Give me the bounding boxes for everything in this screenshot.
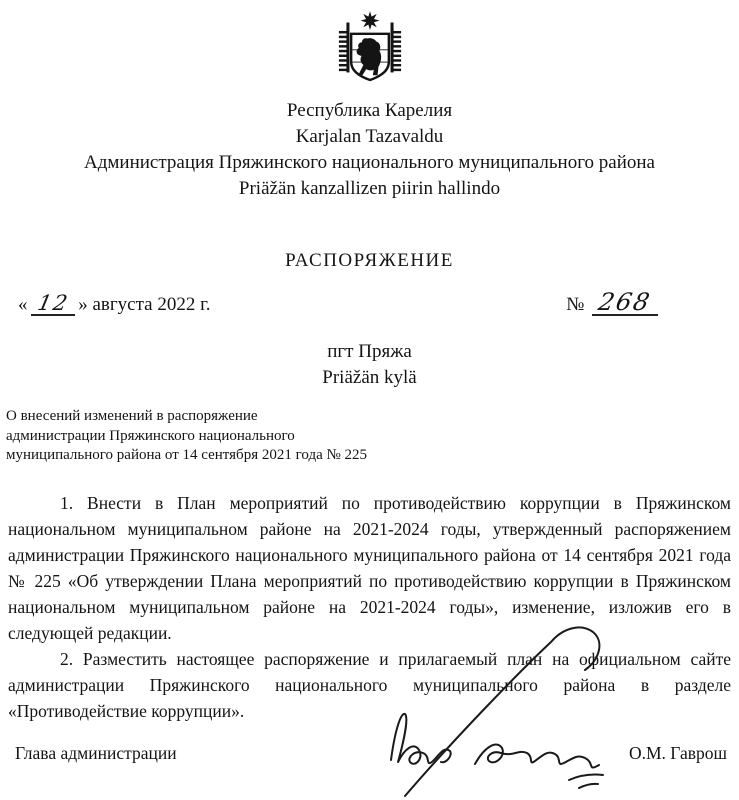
body-text: [0, 490, 739, 724]
place-krl: Priäžän kylä: [322, 367, 417, 388]
date-field: [18, 291, 210, 319]
date-rest: » августа 2022 г.: [78, 294, 211, 315]
subject-line-3: муниципального района от 14 сентября 2021 года № 225: [6, 447, 368, 463]
signature-row: [0, 740, 739, 766]
letterhead-line-krl-administration: Priäžän kanzallizen piirin hallindo: [238, 178, 501, 199]
signatory-name: О.М. Гаврош: [628, 742, 727, 763]
letterhead-line-ru-administration: Администрация Пряжинского национального муниципального района: [84, 152, 655, 173]
subject-line-2: администрации Пряжинского национального: [6, 427, 295, 444]
place-block: [0, 339, 739, 391]
document-title: РАСПОРЯЖЕНИЕ: [285, 250, 454, 271]
handwritten-day: 12: [35, 291, 71, 315]
handwritten-number-slot: [592, 290, 658, 316]
coat-of-arms: [0, 0, 739, 86]
signatory-role: Глава администрации: [15, 742, 177, 763]
number-sign: №: [566, 294, 585, 315]
letterhead: [0, 98, 739, 202]
subject-line-1: О внесений изменений в распоряжение: [6, 408, 258, 424]
handwritten-number: 268: [596, 288, 654, 316]
place-ru: пгт Пряжа: [327, 341, 412, 362]
subject-block: [0, 407, 739, 466]
date-quote-open: «: [18, 294, 28, 315]
paragraph-1: 1. Внести в План мероприятий по противодействию коррупции в Пряжинском национальном муниципальном районе на 2021-2024 годы, утвержденный распоряжением администрации Пряжинского национального муниципального района от 14 сентября 2021 года № 225 «Об утверждении Плана мероприятий по противодействию коррупции в Пряжинском национальном муниципальном районе на 2021-2024 годы», изменение, изложив его в следующей редакции.: [8, 492, 731, 643]
karelia-coat-of-arms-icon: [321, 8, 419, 86]
letterhead-line-ru-republic: Республика Карелия: [286, 100, 453, 121]
paragraph-2: 2. Разместить настоящее распоряжение и прилагаемый план на официальном сайте администрации Пряжинского национального муниципального района в разделе «Противодействие коррупции».: [8, 648, 731, 721]
number-field: [566, 290, 661, 319]
date-number-row: [0, 290, 739, 319]
handwritten-day-slot: [31, 293, 76, 316]
letterhead-line-krl-republic: Karjalan Tazavaldu: [295, 126, 444, 147]
